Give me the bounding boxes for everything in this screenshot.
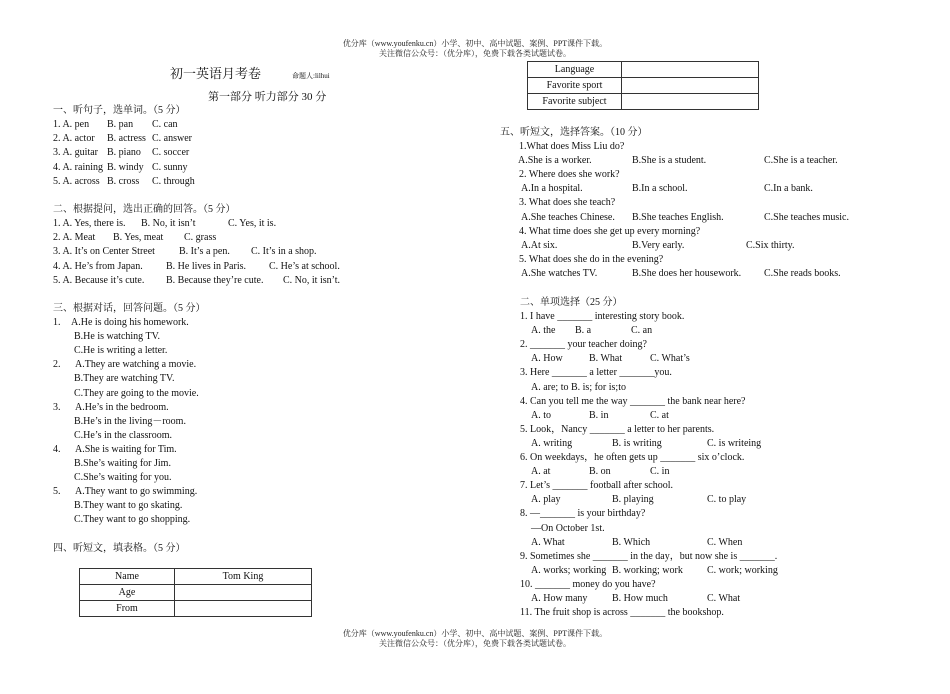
option-text: C. to play bbox=[707, 494, 747, 506]
question-number: 5. bbox=[53, 486, 61, 498]
option-text: B. in bbox=[589, 409, 609, 421]
option-text: B.She is a student. bbox=[632, 155, 707, 167]
option-text: B. How much bbox=[612, 593, 668, 604]
option-text: A.She is waiting for Tim. bbox=[75, 443, 177, 455]
option-text: C. at bbox=[650, 409, 669, 421]
option-text: C. grass bbox=[184, 232, 217, 244]
option-text: A.At six. bbox=[521, 239, 558, 251]
option-text: C. Yes, it is. bbox=[228, 218, 277, 229]
question-text: 3. Here _______ a letter _______you. bbox=[520, 367, 672, 379]
option-text: C.She reads books. bbox=[764, 267, 841, 279]
exam-author: 命题人:lilhui bbox=[292, 72, 330, 80]
option-text: 1. A. pen bbox=[53, 119, 90, 130]
option-text: C. When bbox=[707, 536, 743, 548]
option-text: B. a bbox=[575, 325, 592, 337]
question-number: 3. bbox=[53, 401, 61, 413]
option-text: C. soccer bbox=[152, 147, 190, 159]
option-text: C.They want to go shopping. bbox=[74, 514, 191, 526]
table-cell: From bbox=[80, 601, 175, 617]
table-row bbox=[80, 585, 312, 601]
option-text: B. No, it isn’t bbox=[141, 218, 196, 229]
page-header-line2: 关注微信公众号：（优分库），免费下载各类试题试卷。 bbox=[379, 49, 571, 58]
question-text: 6. On weekdays，he often gets up _______ six o’clock. bbox=[520, 452, 745, 463]
question-text: 1.What does Miss Liu do? bbox=[519, 141, 625, 152]
page-footer-line2: 关注微信公众号：（优分库），免费下载各类试题试卷。 bbox=[379, 639, 571, 648]
table-cell bbox=[175, 585, 312, 601]
option-text: 1. A. Yes, there is. bbox=[53, 218, 126, 229]
option-text: A.He is doing his homework. bbox=[71, 317, 189, 328]
option-text: C.He’s in the classroom. bbox=[74, 429, 173, 441]
table-cell bbox=[175, 601, 312, 617]
option-text: 4. A. raining bbox=[53, 161, 103, 173]
table-row bbox=[528, 94, 759, 110]
option-text: C. through bbox=[152, 175, 195, 187]
option-text: A.She teaches Chinese. bbox=[521, 211, 615, 223]
table-cell: Language bbox=[528, 62, 622, 78]
option-text: B. working; work bbox=[612, 564, 683, 576]
option-text: A.They want to go swimming. bbox=[75, 486, 198, 498]
table-row bbox=[528, 62, 759, 78]
option-text: C. can bbox=[152, 119, 178, 130]
option-text: C. answer bbox=[152, 133, 192, 145]
option-text: B. playing bbox=[612, 494, 654, 506]
option-text: B.Very early. bbox=[632, 239, 685, 251]
option-text: 3. A. guitar bbox=[53, 147, 98, 159]
option-text: C.He is writing a letter. bbox=[74, 345, 168, 357]
option-text: B.She’s waiting for Jim. bbox=[74, 458, 171, 469]
option-text: B. actress bbox=[107, 133, 146, 145]
table-cell: Name bbox=[80, 569, 175, 585]
option-text: B. pan bbox=[107, 119, 134, 130]
section2-heading: 二、根据提问，选出正确的回答。（5 分） bbox=[53, 204, 236, 215]
option-text: B. windy bbox=[107, 161, 144, 173]
option-text: A. are; to B. is; for is;to bbox=[531, 381, 626, 393]
option-text: B.They are watching TV. bbox=[74, 373, 175, 385]
section3-heading: 三、根据对话，回答问题。（5 分） bbox=[53, 303, 206, 314]
table-cell: Favorite sport bbox=[528, 78, 622, 94]
option-text: C.She is a teacher. bbox=[764, 155, 838, 167]
option-text: A. the bbox=[531, 325, 556, 337]
option-text: C. sunny bbox=[152, 161, 188, 173]
option-text: B. Which bbox=[612, 536, 651, 548]
option-text: C.She’s waiting for you. bbox=[74, 472, 172, 484]
option-text: A. How many bbox=[531, 593, 588, 604]
option-text: B. It’s a pen. bbox=[179, 246, 230, 258]
option-text: A. play bbox=[531, 494, 561, 506]
page-header-line1: 优分库（www.youfenku.cn）小学、初中、高中试题、案例、PPT课件下载。 bbox=[342, 39, 608, 48]
table-cell bbox=[622, 62, 759, 78]
option-text: A. at bbox=[531, 466, 551, 478]
option-text: A. to bbox=[531, 409, 551, 421]
option-text: A.He’s in the bedroom. bbox=[75, 401, 169, 413]
table-row bbox=[80, 569, 312, 585]
table-cell: Tom King bbox=[175, 569, 312, 585]
option-text: B. piano bbox=[107, 147, 141, 159]
option-text: C.In a bank. bbox=[764, 183, 813, 195]
question-text: 10. _______ money do you have? bbox=[520, 578, 656, 590]
option-text: A. How bbox=[531, 353, 563, 365]
question-number: 2. bbox=[53, 359, 61, 371]
option-text: A.They are watching a movie. bbox=[75, 359, 197, 371]
option-text: B. cross bbox=[107, 175, 140, 187]
section1-heading: 一、听句子，选单词。（5 分） bbox=[53, 105, 186, 116]
option-text: A. writing bbox=[531, 437, 573, 449]
option-text: 2. A. actor bbox=[53, 133, 95, 145]
question-text: 2. _______ your teacher doing? bbox=[520, 339, 647, 351]
question-text: 8. —_______ is your birthday? bbox=[520, 508, 646, 520]
option-text: B.She does her housework. bbox=[632, 267, 742, 279]
table-row bbox=[528, 78, 759, 94]
table-cell bbox=[622, 78, 759, 94]
option-text: B. What bbox=[589, 353, 623, 365]
option-text: B. on bbox=[589, 466, 611, 478]
option-text: C. He’s at school. bbox=[269, 260, 340, 272]
question-text: 4. What time does she get up every morning? bbox=[519, 225, 701, 237]
option-text: C. No, it isn’t. bbox=[283, 274, 341, 286]
table-cell: Age bbox=[80, 585, 175, 601]
option-text: A.In a hospital. bbox=[521, 183, 583, 195]
option-text: C. an bbox=[631, 325, 653, 337]
option-text: B. Because they’re cute. bbox=[166, 274, 264, 286]
question-text: 9. Sometimes she _______ in the day，but now she is _______. bbox=[520, 550, 778, 562]
question-text: 7. Let’s _______ football after school. bbox=[520, 480, 674, 492]
option-text: B.He’s in the living－room. bbox=[74, 415, 186, 427]
option-text: B. Yes, meat bbox=[113, 232, 164, 244]
option-text: B.They want to go skating. bbox=[74, 500, 183, 512]
question-text: 2. Where does she work? bbox=[519, 169, 620, 181]
table-cell: Favorite subject bbox=[528, 94, 622, 110]
section5-heading: 五、听短文，选择答案。（10 分） bbox=[500, 127, 648, 138]
option-text: C.She teaches music. bbox=[764, 211, 849, 223]
option-text: 2. A. Meat bbox=[53, 232, 96, 244]
option-text: B.In a school. bbox=[632, 183, 688, 195]
question-text: 5. Look，Nancy _______ a letter to her parents. bbox=[520, 423, 715, 435]
exam-title: 初一英语月考卷 bbox=[170, 66, 262, 81]
part-heading: 第一部分 听力部分 30 分 bbox=[208, 91, 327, 103]
option-text: C.Six thirty. bbox=[746, 239, 795, 251]
option-text: A.She watches TV. bbox=[521, 267, 598, 279]
option-text: A.She is a worker. bbox=[518, 155, 592, 167]
option-text: B. He lives in Paris. bbox=[166, 260, 246, 272]
section6-heading: 二、单项选择（25 分） bbox=[520, 297, 623, 308]
option-text: C.They are going to the movie. bbox=[74, 387, 199, 399]
info-table-continued bbox=[527, 61, 759, 110]
option-text: C. What’s bbox=[650, 353, 690, 365]
option-text: 3. A. It’s on Center Street bbox=[53, 246, 155, 258]
page-footer-line1: 优分库（www.youfenku.cn）小学、初中、高中试题、案例、PPT课件下载。 bbox=[342, 629, 608, 638]
table-cell bbox=[622, 94, 759, 110]
option-text: C. work; working bbox=[707, 564, 778, 576]
question-number: 4. bbox=[53, 443, 61, 455]
info-table bbox=[79, 568, 312, 617]
question-text: 1. I have _______ interesting story book. bbox=[520, 311, 685, 322]
table-row bbox=[80, 601, 312, 617]
option-text: 5. A. across bbox=[53, 175, 100, 187]
section4-heading: 四、听短文，填表格。（5 分） bbox=[53, 543, 186, 554]
option-text: 4. A. He’s from Japan. bbox=[53, 260, 143, 272]
option-text: B.He is watching TV. bbox=[74, 331, 161, 343]
question-text: 4. Can you tell me the way _______ the bank near here? bbox=[520, 395, 746, 407]
option-text: A. What bbox=[531, 536, 565, 548]
option-text: C. in bbox=[650, 466, 670, 478]
question-text: 3. What does she teach? bbox=[519, 197, 616, 209]
option-text: C. What bbox=[707, 593, 741, 604]
option-text: B.She teaches English. bbox=[632, 211, 724, 223]
question-text: 11. The fruit shop is across _______ the bookshop. bbox=[520, 607, 724, 619]
question-text: —On October 1st. bbox=[531, 522, 605, 534]
option-text: A. works; working bbox=[531, 564, 607, 576]
question-number: 1. bbox=[53, 317, 61, 328]
question-text: 5. What does she do in the evening? bbox=[519, 253, 664, 265]
option-text: B. is writing bbox=[612, 437, 662, 449]
option-text: 5. A. Because it’s cute. bbox=[53, 274, 145, 286]
option-text: C. It’s in a shop. bbox=[251, 246, 317, 258]
option-text: C. is writeing bbox=[707, 437, 762, 449]
